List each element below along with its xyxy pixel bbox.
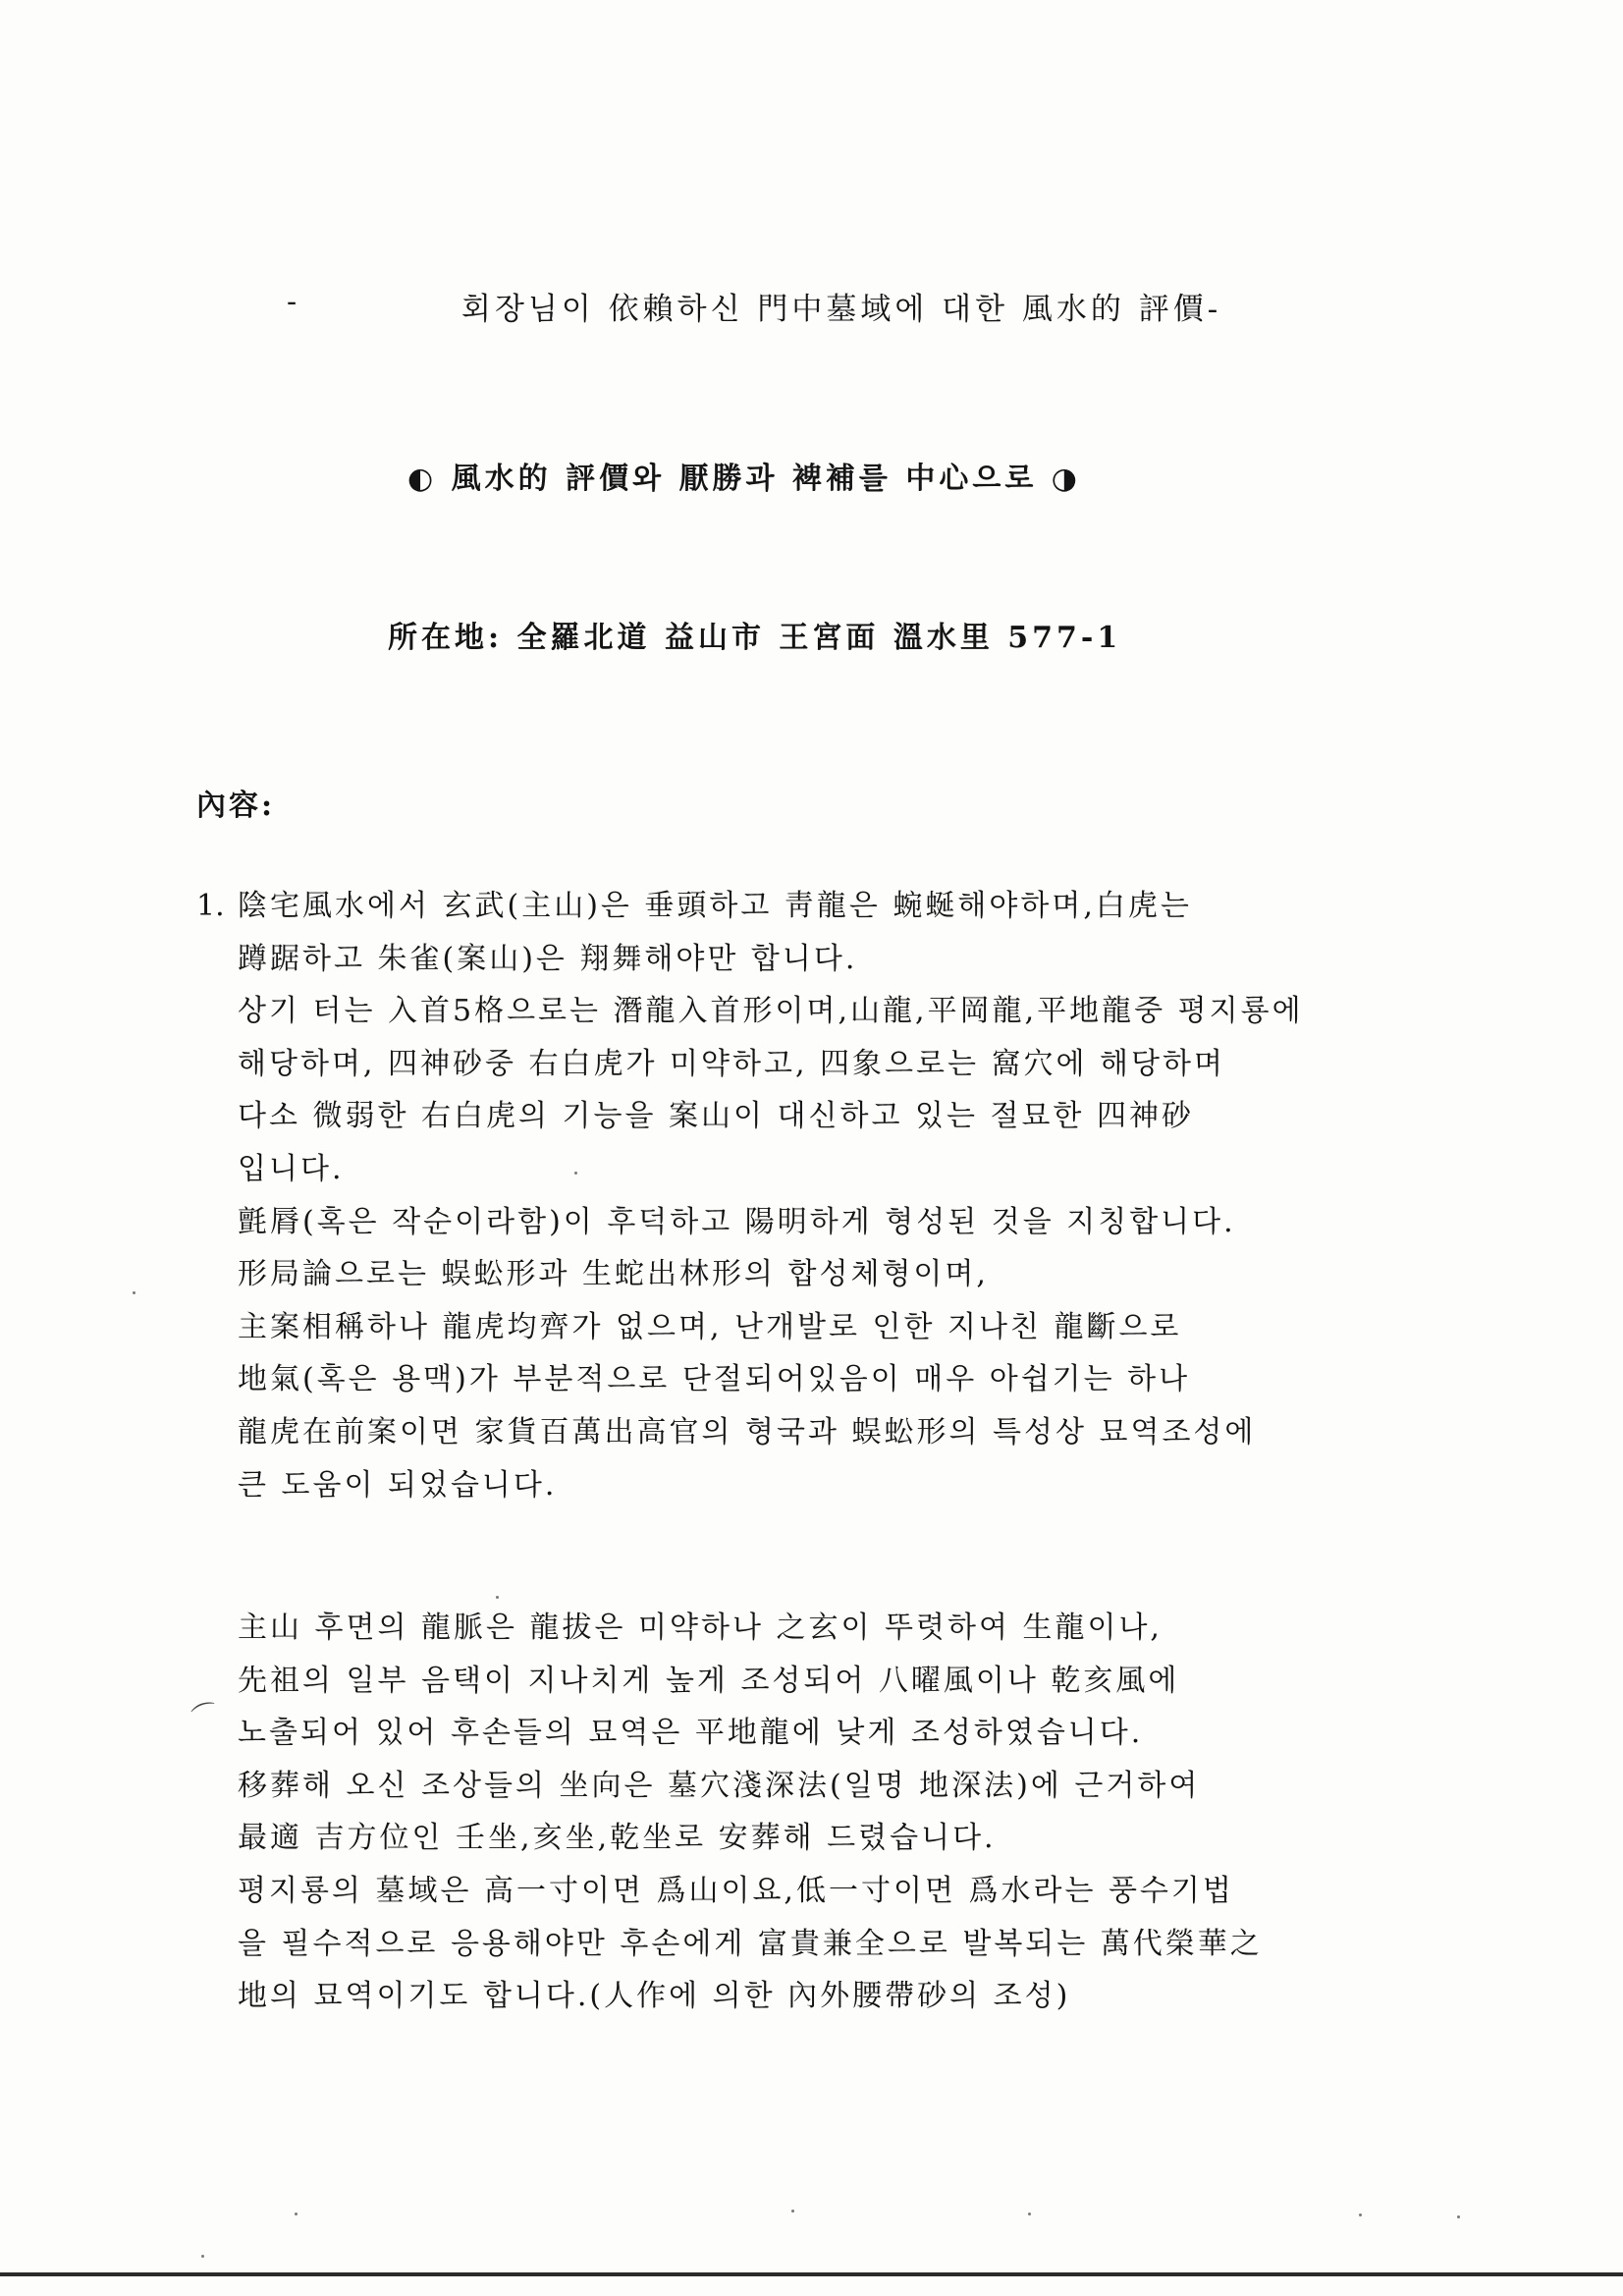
item-number: 1.	[196, 889, 225, 923]
paragraph-line: 氈脣(혹은 작순이라함)이 후덕하고 陽明하게 형성된 것을 지칭합니다.	[238, 1204, 1236, 1239]
scan-speck	[1359, 2214, 1362, 2216]
paragraph-line: 主案相稱하나 龍虎均齊가 없으며, 난개발로 인한 지나친 龍斷으로	[238, 1309, 1182, 1344]
paragraph-line: 평지룡의 墓域은 高一寸이면 爲山이요,低一寸이면 爲水라는 풍수기법	[238, 1873, 1234, 1908]
paragraph-line: 最適 吉方位인 壬坐,亥坐,乾坐로 安葬해 드렸습니다.	[238, 1821, 997, 1856]
scan-speck	[133, 1291, 135, 1294]
paragraph-line: 形局論으로는 蜈蚣形과 生蛇出林形의 합성체형이며,	[238, 1257, 989, 1292]
scan-speck	[496, 1596, 499, 1599]
bottom-scan-edge	[0, 2272, 1623, 2276]
paragraph-line: 입니다.	[238, 1151, 345, 1186]
paragraph-line: 蹲踞하고 朱雀(案山)은 翔舞해야만 합니다.	[238, 941, 858, 976]
scan-speck	[574, 1172, 577, 1175]
paragraph-line: 해당하며, 四神砂중 右白虎가 미약하고, 四象으로는 窩穴에 해당하며	[238, 1046, 1225, 1081]
paragraph-line: 상기 터는 入首5格으로는 潛龍入首形이며,山龍,平岡龍,平地龍중 평지룡에	[238, 994, 1304, 1029]
document-subtitle: ◐ 風水的 評價와 厭勝과 裨補를 中心으로 ◑	[407, 462, 1081, 496]
scan-speck	[791, 2210, 794, 2213]
scan-speck	[201, 2255, 204, 2258]
paragraph-line: 을 필수적으로 응용해야만 후손에게 富貴兼全으로 발복되는 萬代榮華之	[238, 1926, 1263, 1961]
title-leading-dash: -	[287, 285, 299, 319]
location-line: 所在地: 全羅北道 益山市 王宮面 溫水里 577-1	[388, 621, 1122, 655]
scan-speck	[1457, 2215, 1460, 2218]
paragraph-line: 노출되어 있어 후손들의 묘역은 平地龍에 낮게 조성하였습니다.	[238, 1716, 1144, 1751]
contents-heading: 內容:	[196, 789, 276, 823]
paragraph-line: 地의 묘역이기도 합니다.(人作에 의한 內外腰帶砂의 조성)	[238, 1979, 1071, 2014]
paragraph-line: 先祖의 일부 음택이 지나치게 높게 조성되어 八曜風이나 乾亥風에	[238, 1663, 1180, 1698]
scan-speck	[295, 2213, 298, 2215]
paragraph-line: 龍虎在前案이면 家貨百萬出高官의 형국과 蜈蚣形의 특성상 묘역조성에	[238, 1414, 1257, 1449]
paragraph-line: 主山 후면의 龍脈은 龍拔은 미약하나 之玄이 뚜렷하여 生龍이나,	[238, 1611, 1163, 1645]
scan-speck	[1028, 2213, 1031, 2215]
paragraph-line: 다소 微弱한 右白虎의 기능을 案山이 대신하고 있는 절묘한 四神砂	[238, 1099, 1194, 1134]
paragraph-line: 移葬해 오신 조상들의 坐向은 墓穴淺深法(일명 地深法)에 근거하여	[238, 1768, 1201, 1803]
paragraph-line: 陰宅風水에서 玄武(主山)은 垂頭하고 靑龍은 蜿蜒해야하며,白虎는	[238, 889, 1192, 923]
document-title: 회장님이 依賴하신 門中墓域에 대한 風水的 評價-	[461, 292, 1222, 327]
paragraph-line: 큰 도움이 되었습니다.	[238, 1467, 558, 1503]
paragraph-line: 地氣(혹은 용맥)가 부분적으로 단절되어있음이 매우 아쉽기는 하나	[238, 1362, 1191, 1397]
paragraph-2	[238, 1602, 1396, 2023]
paragraph-1	[238, 880, 1396, 1511]
scan-mark-icon: ⌒	[189, 1698, 224, 1735]
